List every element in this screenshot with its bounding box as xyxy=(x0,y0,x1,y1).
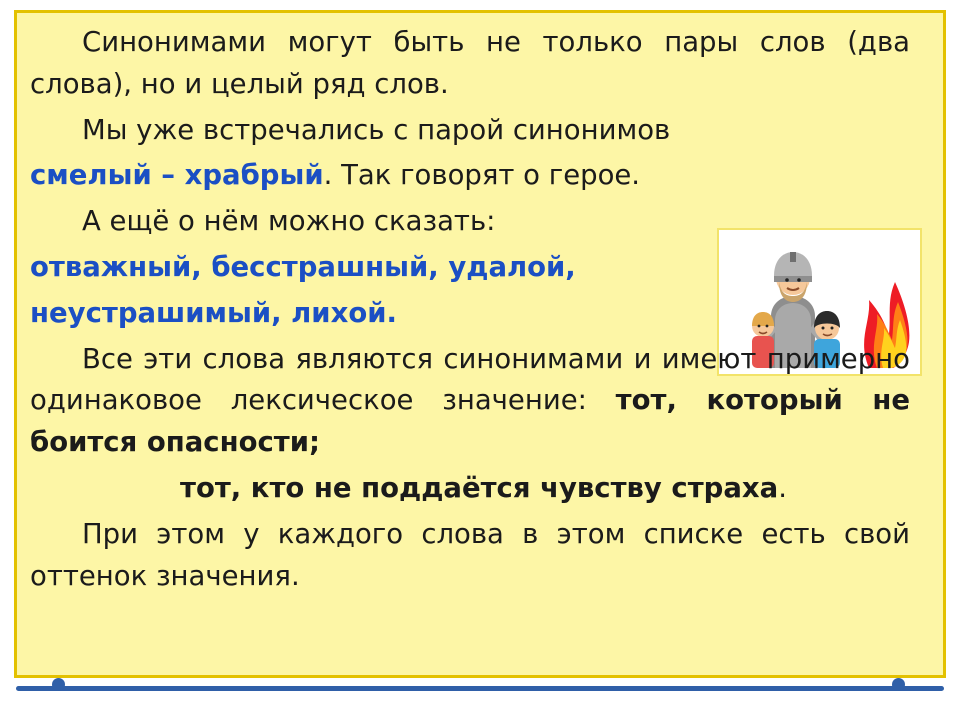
paragraph-7-text: Все эти слова являются синонимами и имеют примерно одинаковое лексическое значение: xyxy=(30,342,910,417)
paragraph-4-text: А ещё о нём можно сказать: xyxy=(82,205,496,238)
synonym-list-line-2: неустрашимый, лихой. xyxy=(30,296,397,329)
paragraph-3-tail: . Так говорят о герое. xyxy=(323,159,641,192)
paragraph-1 xyxy=(30,22,910,106)
paragraph-9 xyxy=(30,514,910,598)
paragraph-6 xyxy=(30,293,910,335)
paragraph-5 xyxy=(30,247,910,289)
paragraph-3 xyxy=(30,155,910,197)
definition-2: тот, кто не поддаётся чувству страха xyxy=(180,471,779,504)
bottom-divider xyxy=(16,686,944,691)
lesson-text xyxy=(30,22,910,601)
paragraph-1-text: Синонимами могут быть не только пары слов (два слова), но и целый ряд слов. xyxy=(30,26,910,100)
paragraph-7 xyxy=(30,339,910,464)
decorative-dot-right xyxy=(892,678,905,691)
definition-1: тот, который не боится опасности; xyxy=(30,384,910,459)
paragraph-9-text: При этом у каждого слова в этом списке есть свой оттенок значения. xyxy=(30,517,910,592)
paragraph-4 xyxy=(30,201,910,243)
synonym-list-line-1: отважный, бесстрашный, удалой, xyxy=(30,250,576,283)
synonym-pair-highlight: смелый – храбрый xyxy=(30,159,324,192)
decorative-dot-left xyxy=(52,678,65,691)
paragraph-8-tail: . xyxy=(778,471,787,504)
paragraph-2-text: Мы уже встречались с парой синонимов xyxy=(82,113,671,146)
paragraph-8 xyxy=(30,468,910,510)
paragraph-2 xyxy=(30,110,910,152)
